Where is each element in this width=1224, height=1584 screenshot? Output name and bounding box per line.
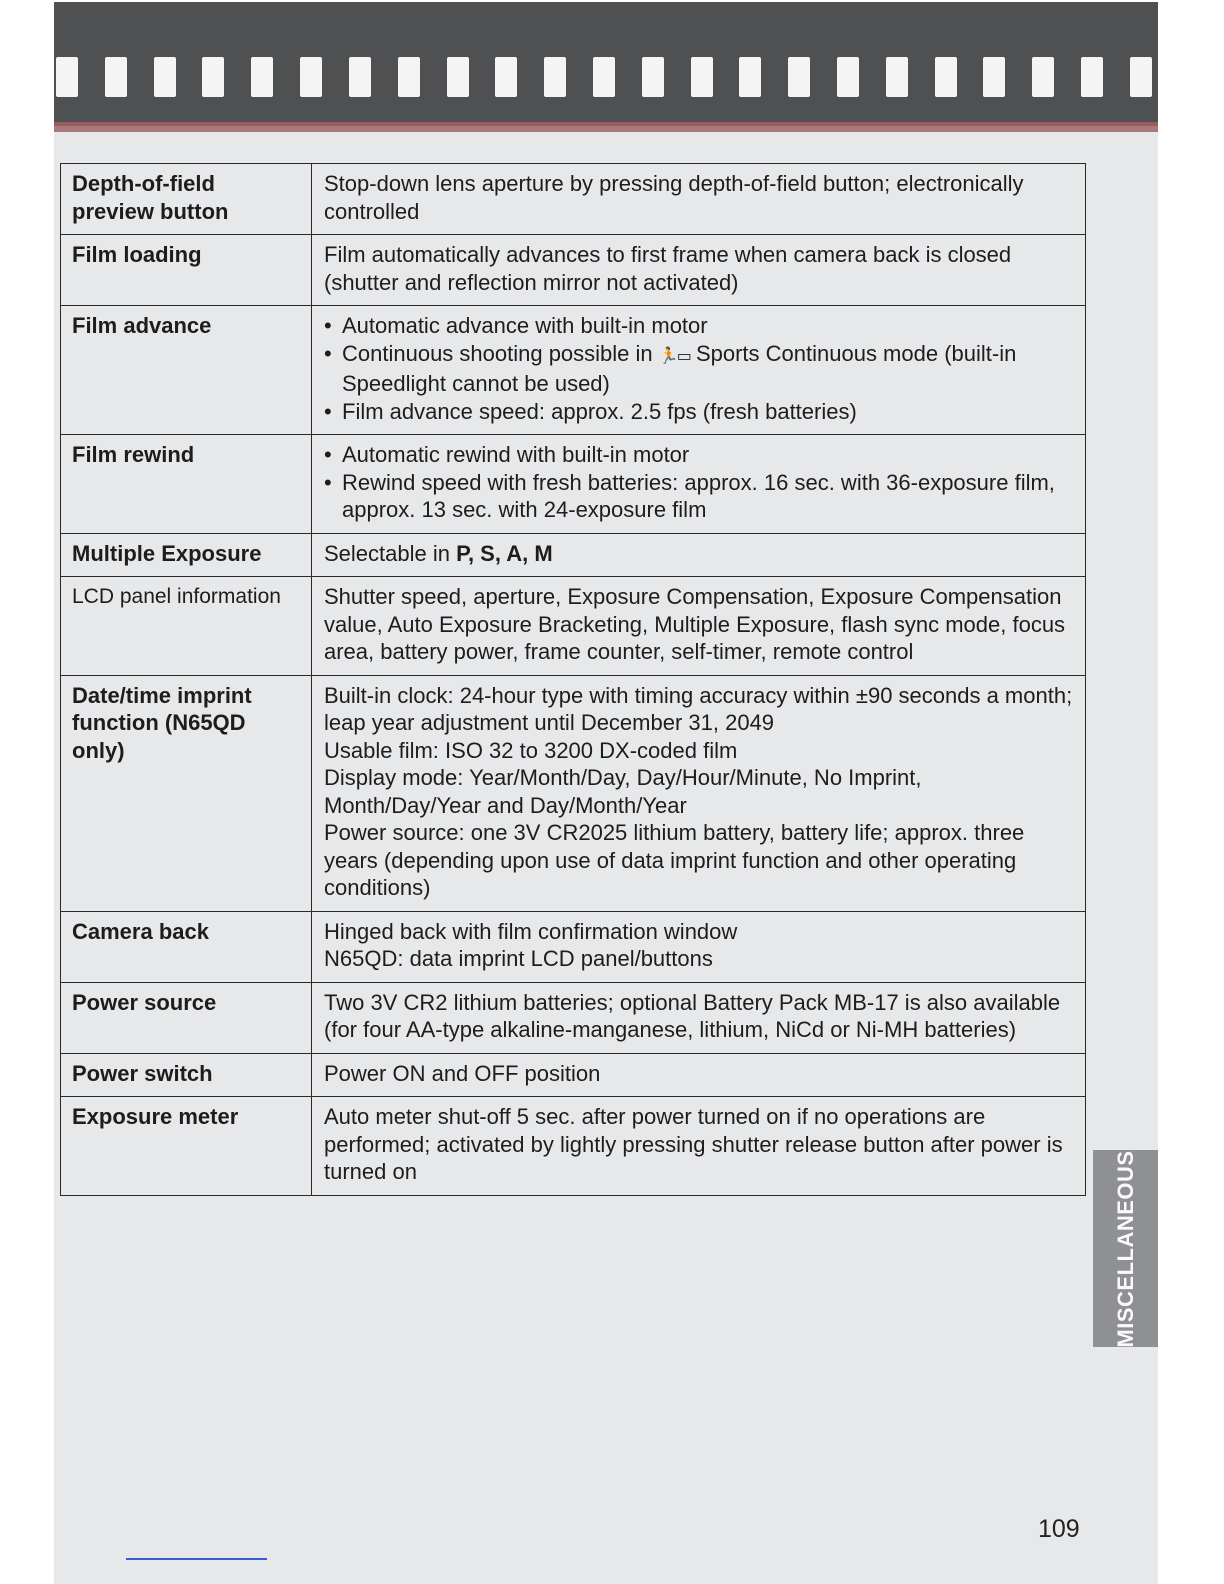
spec-value	[312, 235, 1086, 306]
table-row	[61, 306, 1086, 435]
spec-line: Built-in clock: 24-hour type with timing accuracy within ±90 seconds a month; leap year adjustment until December 31, 2049	[324, 682, 1073, 735]
spec-label: Exposure meter	[61, 1097, 312, 1196]
page-number: 109	[1038, 1515, 1080, 1543]
table-row	[61, 577, 1086, 676]
section-tab-label: MISCELLANEOUS	[1112, 1149, 1138, 1348]
spec-value: Selectable in P, S, A, M	[312, 533, 1086, 577]
spec-line: N65QD: data imprint LCD panel/buttons	[324, 946, 713, 971]
spec-value	[312, 982, 1086, 1053]
spec-label: Depth-of-field preview button	[61, 164, 312, 235]
spec-value	[312, 675, 1086, 911]
table-row	[61, 235, 1086, 306]
spec-line: Auto meter shut-off 5 sec. after power turned on if no operations are performed; activated by lightly pressing shutter release button after power is turned on	[324, 1104, 1063, 1184]
spec-label: Date/time imprint function (N65QD only)	[61, 675, 312, 911]
table-row	[61, 164, 1086, 235]
spec-label: Power source	[61, 982, 312, 1053]
film-strip-header	[54, 2, 1158, 122]
spec-label: Film rewind	[61, 435, 312, 534]
bullet-item: • Rewind speed with fresh batteries: approx. 16 sec. with 36-exposure film, approx. 13 sec. with 24-exposure film	[324, 469, 1055, 522]
spec-line: Stop-down lens aperture by pressing depth-of-field button; electronically controlled	[324, 171, 1024, 224]
table-row	[61, 1097, 1086, 1196]
bullet-item: • Film advance speed: approx. 2.5 fps (fresh batteries)	[324, 398, 857, 424]
sports-continuous-icon: 🏃▭	[658, 347, 690, 365]
table-row	[61, 533, 1086, 577]
spec-value	[312, 577, 1086, 676]
spec-value	[312, 164, 1086, 235]
table-row	[61, 982, 1086, 1053]
table-row	[61, 911, 1086, 982]
spec-label: Film loading	[61, 235, 312, 306]
spec-label: Multiple Exposure	[61, 533, 312, 577]
spec-line: Power source: one 3V CR2025 lithium battery, battery life; approx. three years (depending upon use of data imprint function and other operating conditions)	[324, 820, 1025, 900]
bullet-item: • Continuous shooting possible in 🏃▭ Sports Continuous mode (built-in Speedlight cannot be used)	[324, 340, 1017, 396]
spec-line: Film automatically advances to first frame when camera back is closed (shutter and reflection mirror not activated)	[324, 242, 1012, 295]
spec-line: Usable film: ISO 32 to 3200 DX-coded film	[324, 737, 738, 763]
spec-value	[312, 435, 1086, 534]
table-row	[61, 675, 1086, 911]
specifications-table	[60, 163, 1086, 1196]
section-tab[interactable]	[1093, 1150, 1158, 1347]
bullet-item: • Automatic advance with built-in motor	[324, 313, 708, 338]
spec-value	[312, 911, 1086, 982]
spec-value	[312, 1097, 1086, 1196]
table-row	[61, 1053, 1086, 1097]
spec-label: Power switch	[61, 1053, 312, 1097]
spec-line: Display mode: Year/Month/Day, Day/Hour/Minute, No Imprint, Month/Day/Year and Day/Month/Year	[324, 765, 922, 818]
table-row	[61, 435, 1086, 534]
spec-value	[312, 306, 1086, 435]
spec-label: Film advance	[61, 306, 312, 435]
film-perforations	[54, 57, 1158, 97]
spec-value	[312, 1053, 1086, 1097]
header-accent-line	[54, 122, 1158, 132]
spec-line: Hinged back with film confirmation window	[324, 918, 738, 944]
spec-label: LCD panel information	[61, 577, 312, 676]
exposure-modes: P, S, A, M	[456, 540, 553, 566]
spec-line: Shutter speed, aperture, Exposure Compensation, Exposure Compensation value, Auto Exposure Bracketing, Multiple Exposure, flash sync mode, focus area, battery power, frame counter, self-timer, remote control	[324, 584, 1066, 664]
spec-label: Camera back	[61, 911, 312, 982]
bullet-item: • Automatic rewind with built-in motor	[324, 442, 690, 467]
spec-line: Power ON and OFF position	[324, 1060, 601, 1086]
link-underline	[126, 1558, 267, 1560]
spec-line: Two 3V CR2 lithium batteries; optional Battery Pack MB-17 is also available (for four AA-type alkaline-manganese, lithium, NiCd or Ni-MH batteries)	[324, 989, 1061, 1042]
